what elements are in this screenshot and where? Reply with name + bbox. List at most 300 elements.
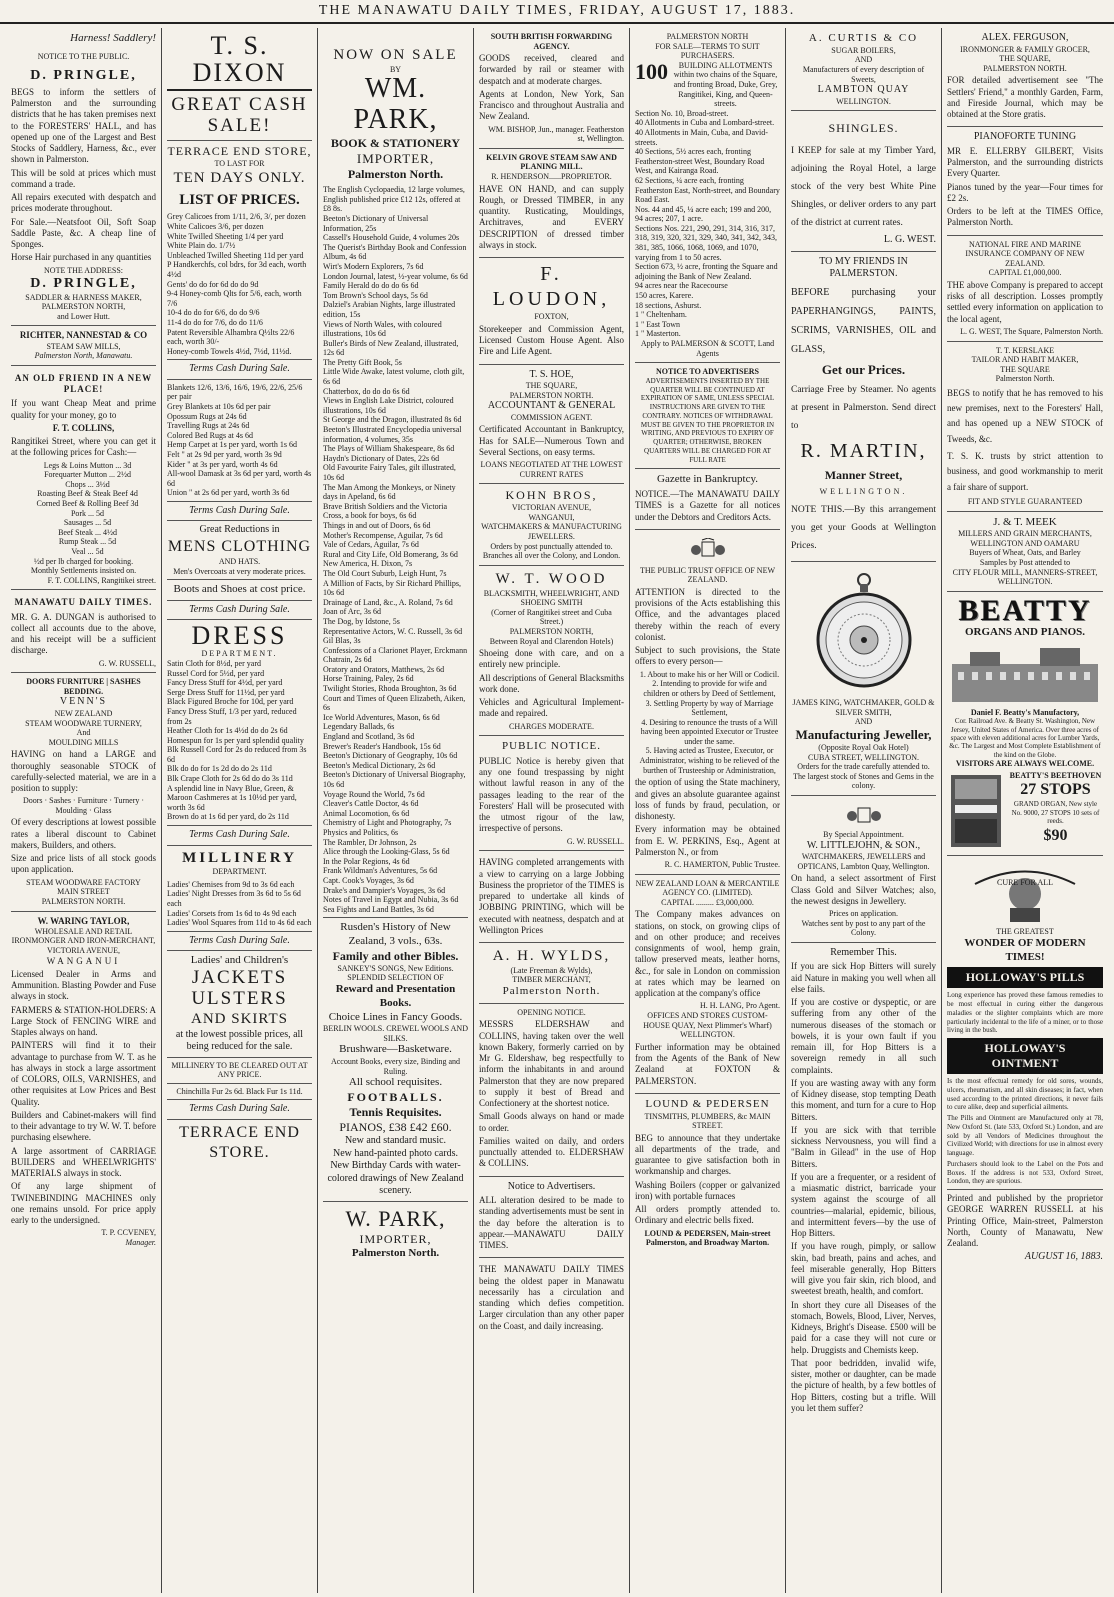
timber: TIMBER MERCHANT,: [512, 975, 591, 985]
families: Families waited on daily, and orders punctually attended to. ELDERSHAW & COLLINS.: [479, 1135, 624, 1169]
book-item: The Old Court Suburb, Leigh Hunt, 7s: [323, 568, 447, 578]
book-item: Beeton's Illustrated Encyclopedia universal information, 4 volumes, 35s: [323, 425, 462, 444]
divider: [167, 1083, 312, 1084]
terrace-end: TERRACE END STORE,: [167, 144, 312, 159]
column-3: [318, 28, 474, 1593]
terms-5: Terms Cash During Sale.: [189, 934, 290, 946]
meek-name: J. & T. MEEK: [993, 515, 1057, 528]
opposite: (Opposite Royal Oak Hotel): [818, 743, 909, 753]
masthead: THE MANAWATU DAILY TIMES, FRIDAY, AUGUST 17, 1883.: [0, 0, 1114, 24]
hop-paragraph: If you are sick Hop Bitters will surely aid Nature in making you well when all else fails.: [791, 961, 936, 994]
littlejohn-hand: On hand, a select assortment of First Class Gold and Silver Watches; also, the newest designs in Jewellery.: [791, 873, 936, 906]
holloway-ointment: HOLLOWAY'S OINTMENT: [947, 1038, 1103, 1074]
book-item: Drake's and Dampier's Voyages, 3s 6d: [323, 885, 446, 895]
columns: [6, 28, 1108, 1593]
book-item: Haydn's Dictionary of Dates, 22s 6d: [323, 453, 440, 463]
curtis-name: A. CURTIS & CO: [808, 32, 919, 44]
ten-days: TEN DAYS ONLY.: [173, 169, 306, 186]
samples: Samples by Post attended to: [979, 558, 1071, 568]
public-trust-ad: [635, 530, 780, 875]
loans: LOANS NEGOTIATED AT THE LOWEST CURRENT RATES: [480, 460, 623, 479]
option: the option of using the State machinery, and gives an absolute guarantee against loss of funds by fraud, peculation, or dishonesty.: [635, 777, 780, 821]
book-item: Vale of Cedars, Aguilar, 7s 6d: [323, 540, 419, 550]
tuned: Pianos tuned by the year—Four times for £2 2s.: [947, 181, 1103, 203]
public-notice-title: PUBLIC NOTICE.: [502, 740, 601, 753]
list-of-prices: LIST OF PRICES.: [179, 191, 300, 208]
hop-paragraph: If you are a frequenter, or a resident of a miasmatic district, barricade your system against the scourge of all countries—malarial, epidemic, bilious, and intermittent fevers—by the use of Hop Bitters.: [791, 1171, 936, 1239]
price-item: Ladies' Chemises from 9d to 3s 6d each: [167, 879, 295, 889]
price-item: Rump Steak ... 5d: [58, 537, 117, 547]
venns-ad: [11, 673, 156, 911]
kerslake-pn: Palmerston North.: [995, 374, 1055, 384]
price-item: Gents' do do for 6d do do 9d: [167, 279, 259, 289]
book-item: Cassell's Household Guide, 4 volumes 20s: [323, 233, 460, 243]
book-item: Capt. Cook's Voyages, 3s 6d: [323, 875, 414, 885]
company: The Company makes advances on stations, on stock, on growing clips of and on other produce; and receives consignments of wool, hemp grain, tallow preserved meats, leather horns, &c., for sale in London on commission at rates which may be learned on application at the company's office: [635, 909, 780, 999]
kohn-wang: WANGANUI,: [528, 512, 575, 522]
venns-and: And: [76, 728, 91, 738]
divider: [947, 1189, 1103, 1190]
cure-for-all-emblem-icon: [970, 864, 1080, 924]
pringle-body-4: For Sale.—Neatsfoot Oil, Soft Soap Saddle Paste, &c. A cheap line of Sponges.: [11, 216, 156, 250]
section-item: Nos. 44 and 45, ¼ acre each; 199 and 200, 94 acres; 207, 1 acre.: [635, 204, 772, 224]
palmerston-north-2: Palmerston North.: [351, 1247, 440, 1260]
pringle-loc: PALMERSTON NORTH,: [41, 302, 126, 312]
millinery-title: MILLINERY: [182, 849, 297, 866]
price-item: Brown do at 1s 6d per yard, do 2s 11d: [167, 812, 289, 822]
hop-paragraph: If you are costive or dyspeptic, or are suffering from any other of the numerous diseases of the stomach or bowels, it is your own fault if you remain ill, for Hop Bitters is a sovereign remedy in all such complaints.: [791, 997, 936, 1075]
book-item: A Million of Facts, by Sir Richard Phillips, 10s 6d: [323, 578, 462, 598]
terrace-end-store: TERRACE END STORE.: [179, 1123, 300, 1161]
dixon-title: T. S. DIXON: [167, 32, 312, 91]
martin-name: R. MARTIN,: [800, 440, 927, 463]
wood-name: W. T. WOOD: [495, 570, 608, 587]
ferguson-ad: [947, 28, 1103, 127]
pringle-body-2: This will be sold at prices which must command a trade.: [11, 167, 156, 189]
trust-list: [635, 670, 780, 776]
by: BY: [389, 64, 402, 74]
palmerston-ad-title: PALMERSTON NORTH: [666, 32, 749, 41]
pringle-title: D. PRINGLE,: [30, 68, 137, 84]
pills-body: Long experience has proved these famous remedies to be most effectual in curing either the dangerous maladies or the slighter complaints which are more particularly incidental to the life of a miner, or to those living in the bush.: [947, 991, 1103, 1035]
price-item: Sausages ... 5d: [63, 518, 112, 528]
cure-for-all: CURE FOR ALL: [996, 877, 1053, 887]
book-item: England and Scotland, 3s 6d: [323, 732, 415, 742]
trust-item: 5. Having acted as Trustee, Executor, or Administrator, wishing to be relieved of the burthen of Trusteeship or Administration,: [639, 746, 780, 775]
beethoven-row: [947, 771, 1103, 851]
taylor-wanganui: WANGANUI: [46, 955, 121, 966]
divider: [167, 359, 312, 360]
footballs: FOOTBALLS.: [347, 1090, 444, 1105]
price-item: Roasting Beef & Steak Beef 4d: [37, 489, 138, 499]
mdt-title: MANAWATU DAILY TIMES.: [14, 597, 153, 608]
manner-street: Manner Street,: [824, 468, 903, 483]
visitors: VISITORS ARE ALWAYS WELCOME.: [955, 759, 1095, 769]
section-item: 40 Allotments in Cuba and Lombard-street.: [635, 118, 775, 128]
section-item: 1 " Masterton.: [635, 329, 681, 339]
hoe-ad: [479, 365, 624, 485]
capital: CAPITAL ......... £3,000,000.: [661, 897, 754, 907]
curtis-wellington: WELLINGTON.: [836, 96, 891, 106]
book-item: Voyage Round the World, 7s 6d: [323, 789, 425, 799]
price-item: Ladies' Night Dresses from 3s 6d to 5s 6d each: [167, 889, 301, 909]
section-item: 40 Allotments in Main, Cuba, and David-streets.: [635, 127, 768, 147]
ointment-body: Is the most effectual remedy for old sores, wounds, ulcers, rheumatism, and all skin diseases; in fact, when used according to the printed directions, it never fails to cure alike, deep and superficial ailments.: [947, 1077, 1103, 1112]
lound-beg: BEG to announce that they undertake all departments of the trade, and guarantee to give satisfaction both in workmanship and charges.: [635, 1132, 780, 1177]
opening-ad: [479, 1004, 624, 1177]
taylor-trade: WHOLESALE AND RETAIL IRONMONGER AND IRON-MERCHANT,: [11, 926, 156, 946]
kohn-branches: Branches all over the Colony, and London.: [482, 551, 621, 561]
shoeing: Shoeing done with care, and on a entirely new principle.: [479, 648, 624, 670]
king-name: JAMES KING, WATCHMAKER, GOLD & SILVER SMITH,: [792, 698, 935, 717]
book-item: London Journal, latest, ½-year volume, 6s 6d: [323, 271, 468, 281]
tailor: TAILOR AND HABIT MAKER,: [971, 355, 1079, 365]
price-item: Hemp Carpet at 1s per yard, worth 1s 6d: [167, 440, 297, 450]
dress-title: DRESS: [191, 621, 288, 651]
column-5: [630, 28, 786, 1593]
book-item: Drainage of Land, &c., A. Roland, 7s 6d: [323, 597, 453, 607]
stops: 27 STOPS: [1020, 781, 1091, 799]
importer: IMPORTER,: [356, 150, 435, 166]
price-item: All-wool Damask at 3s 6d per yard, worth 4s 6d: [167, 469, 312, 488]
west: L. G. WEST.: [883, 234, 936, 246]
notice-adv-title: NOTICE TO ADVERTISERS: [655, 367, 759, 377]
book-item: The Querist's Birthday Book and Confession Album, 4s 6d: [323, 242, 467, 262]
littlejohn-name: W. LITTLEJOHN, & SON.,: [806, 839, 921, 851]
taylor-victoria: VICTORIA AVENUE,: [46, 945, 121, 955]
splendid: SPLENDID SELECTION OF: [347, 973, 444, 983]
collins-note: ½d per lb charged for booking.: [33, 556, 134, 566]
organ-icon: [947, 771, 1005, 851]
ulsters: ULSTERS: [191, 987, 288, 1009]
trust-item: 3. Settling Property by way of Marriage Settlement,: [645, 698, 774, 718]
taylor-manager: Manager.: [125, 1237, 156, 1247]
park-ad: [323, 28, 468, 1265]
price-item: A splendid line in Navy Blue, Green, & Maroon Cashmeres at 1s 10½d per yard, worth 3s 6d: [167, 783, 297, 812]
book-item: Dalziel's Arabian Nights, large illustrated edition, 15s: [323, 300, 456, 319]
above: THE above Company is prepared to accept risks of all description. Losses promptly settled every information on application to the local agent,: [947, 279, 1103, 324]
times-circulation: THE MANAWATU DAILY TIMES being the oldest paper in Manawatu necessarily has a circulation and standing which defies competition. Larger circulation than any other paper on the Coast, and daily increasing.: [479, 1264, 624, 1331]
divider: [167, 379, 312, 380]
boots: Boots and Shoes at cost price.: [173, 583, 306, 596]
book-item: Chemistry of Light and Photography, 7s: [323, 818, 452, 828]
hundred: 100: [635, 58, 668, 84]
music: New and standard music.: [344, 1135, 447, 1147]
millinery-clear: MILLINERY TO BE CLEARED OUT AT ANY PRICE.: [171, 1060, 308, 1080]
kohn-vic: VICTORIAN AVENUE,: [511, 503, 592, 513]
richter-loc: Palmerston North, Manawatu.: [34, 351, 133, 361]
vehicles: Vehicles and Agricultural Implement-made and repaired.: [479, 697, 624, 719]
book-item: Buller's Birds of New Zealand, illustrated, 12s 6d: [323, 338, 459, 358]
public-notice-body: PUBLIC Notice is hereby given that any one found trespassing by night without lawful reason in any of the passages leading to the rear of the Foresters' Hall will be prosecuted with the utmost rigour of the law, irrespective of persons.: [479, 755, 624, 834]
book-item: Court and Times of Queen Elizabeth, Aiken, 6s: [323, 693, 466, 713]
lowest-prices: at the lowest possible prices, all being reduced for the sale.: [175, 1028, 304, 1053]
taylor-farmers: FARMERS & STATION-HOLDERS: A Large Stock of FENCING WIRE and Staples always on hand.: [11, 1004, 156, 1038]
school: All school requisites.: [348, 1076, 443, 1089]
apply-to: Apply to PALMERSON & SCOTT, Land Agents: [640, 339, 775, 358]
divider: [167, 600, 312, 601]
book-item: Frank Wildman's Adventures, 5s 6d: [323, 866, 438, 876]
beethoven-text: [1008, 771, 1103, 851]
reward: Reward and Presentation Books.: [335, 983, 456, 1009]
blacksmith: BLACKSMITH, WHEELWRIGHT, AND SHOEING SMITH: [483, 588, 620, 608]
times-ad: [479, 1258, 624, 1338]
divider: [167, 619, 312, 620]
reductions: Great Reductions in: [199, 524, 280, 536]
advertisers-ad: [479, 1177, 624, 1259]
planing: HAVE ON HAND, and can supply Rough, or Dressed TIMBER, in any quantity. Rusticating, Mouldings, Architraves, and EVERY DESCRIPTION of dressed timber always in stock.: [479, 183, 624, 250]
section-item: 1 " Cheltenham.: [635, 310, 687, 320]
gazette-title: Gazette in Bankruptcy.: [657, 473, 758, 486]
divider: [167, 501, 312, 502]
hamerton: R. C. HAMERTON, Public Trustee.: [664, 860, 780, 869]
notice-adv-ad: [635, 363, 780, 469]
price-list-2: [167, 383, 312, 498]
divider: [167, 140, 312, 141]
collins-name: F. T. COLLINS,: [52, 422, 115, 433]
offices: OFFICES AND STORES CUSTOM-HOUSE QUAY, Next Plimmer's Wharf): [643, 1010, 772, 1030]
overcoats: Men's Overcoats at very moderate prices.: [173, 566, 306, 576]
kohn-watch: WATCHMAKERS & MANUFACTURING JEWELLERS.: [481, 522, 622, 541]
price-item: 10-4 do do for 6/6, do do 9/6: [167, 308, 260, 318]
book-item: The Pretty Gift Book, 5s: [323, 357, 402, 367]
book-item: The Rambler, Dr Johnson, 2s: [323, 837, 417, 847]
allotments-ad: [635, 28, 780, 363]
loudon-ad: [479, 258, 624, 364]
city-flour: CITY FLOUR MILL, MANNERS-STREET, WELLINGTON.: [952, 567, 1098, 587]
account-books: Account Books, every size, Binding and Ruling.: [330, 1057, 461, 1076]
price-item: White Calicoes 3/6, per dozen: [167, 221, 264, 231]
alterations: ALL alteration desired to be made to standing advertisements must be sent in the day before the alteration is to appear.—MANAWATU DAILY TIMES.: [479, 1195, 624, 1251]
wylds-pn: Palmerston North.: [502, 984, 601, 997]
capital: CAPITAL £1,000,000.: [988, 268, 1062, 278]
lound-ad: [635, 1094, 780, 1252]
divider: [167, 825, 312, 826]
palmerston-north: Palmerston North.: [347, 167, 444, 182]
get-prices: Get our Prices.: [821, 361, 906, 377]
shingles-title: SHINGLES.: [828, 121, 899, 136]
corner: (Corner of Rangitikei street and Cuba Street.): [491, 607, 612, 627]
rusden: Rusden's History of New Zealand, 3 vols., 63s.: [340, 921, 451, 948]
pringle-loc-2: and Lower Hutt.: [57, 311, 110, 321]
hats: AND HATS.: [218, 556, 261, 566]
pringle-trade: SADDLER & HARNESS MAKER,: [25, 292, 142, 302]
price-item: Forequarter Mutton ... 2½d: [44, 470, 131, 480]
price-item: Patent Reversible Alhambra Q½lts 22/6 each, worth 30/-: [167, 327, 295, 347]
wonder: WONDER OF MODERN TIMES!: [964, 936, 1086, 963]
book-item: The Dog, by Idstone, 5s: [323, 616, 400, 626]
venns-having: HAVING on hand a LARGE and thoroughly seasonable STOCK of carefully-selected material, we are in a position to supply:: [11, 749, 156, 794]
book-item: Chatterbox, do do do 6s 6d: [323, 386, 410, 396]
dungan-text: MR. G. A. DUNGAN is authorised to collect all accounts due to the above, and his receipt will be a sufficient discharge.: [11, 611, 156, 656]
price-item: Opossum Rugs at 24s 6d: [167, 411, 247, 421]
book-item: The English Cyclopaedia, 12 large volumes, English published price £12 12s, offered at £8 8s.: [323, 185, 465, 214]
price-list-4: [167, 880, 312, 928]
price-item: Travelling Rugs at 24s 6d: [167, 421, 250, 431]
venns-name: VENN'S: [59, 696, 108, 708]
richter-mills: STEAM SAW MILLS,: [46, 341, 121, 351]
venns-steam: STEAM WOODWARE TURNERY,: [25, 718, 142, 728]
book-item: Things in and out of Doors, 6s 6d: [323, 520, 431, 530]
hop-paragraph: In short they cure all Diseases of the stomach, Bowels, Blood, Liver, Nerves, Kidneys, Bright's Disease. £500 will be paid for a case they will not cure or help. Druggists and Chemists keep.: [791, 1299, 936, 1355]
carriage: Carriage Free by Steamer. No agents at present in Palmerston. Send direct to: [791, 385, 936, 432]
column-7: [942, 28, 1108, 1593]
jobbing: HAVING completed arrangements with a view to carrying on a large Jobbing Business the proprietor of the TIMES is prepared to undertake all kinds of JOBBING PRINTING, which will be executed with neatness, despatch and at Wellington Prices: [479, 857, 624, 935]
taylor-name: W. WARING TAYLOR,: [37, 915, 130, 926]
accountant: ACCOUNTANT & GENERAL: [487, 400, 616, 412]
price-item: 11-4 do do for 7/6, do do 11/6: [167, 317, 263, 327]
book-item: The Man Among the Monkeys, or Ninety days in Apeland, 6s 6d: [323, 482, 456, 502]
lound-title: LOUND & PEDERSEN: [645, 1097, 770, 1110]
forwarding-ad: [479, 28, 624, 149]
attention: ATTENTION is directed to the provisions of the Acts establishing this Office, and the advantages placed thereby within the reach of every colonist.: [635, 586, 780, 642]
insurance-ad: [947, 236, 1103, 342]
factory-illustration-icon: [950, 644, 1100, 704]
berlin: BERLIN WOOLS. CREWEL WOOLS AND SILKS.: [323, 1024, 468, 1043]
grand-organ: GRAND ORGAN, New style No. 9000, 27 STOPS 10 sets of reeds.: [1011, 800, 1100, 826]
column-6: [786, 28, 942, 1593]
pianos: PIANOS, £38 £42 £60.: [339, 1120, 452, 1135]
price-item: Chops ... 3½d: [65, 479, 110, 489]
beatty-mfg: Daniel F. Beatty's Manufactory,: [970, 707, 1080, 717]
book-item: Ice World Adventures, Mason, 6s 6d: [323, 712, 440, 722]
venns-main: MAIN STREET: [57, 887, 110, 897]
print-date: AUGUST 16, 1883.: [1024, 1251, 1103, 1263]
book-item: Tom Brown's School days, 5s 6d: [323, 290, 428, 300]
foxton: FOXTON,: [534, 312, 569, 322]
greatest: THE GREATEST: [996, 927, 1054, 937]
goods: GOODS received, cleared and forwarded by rail or steamer with despatch and at moderate charges.: [479, 53, 624, 86]
mfg-jeweller: Manufacturing Jeweller,: [795, 726, 932, 742]
terms-4: Terms Cash During Sale.: [189, 829, 290, 841]
book-stationery: BOOK & STATIONERY: [330, 135, 461, 150]
piano-ad: [947, 127, 1103, 235]
gazette-ad: [635, 469, 780, 530]
price-item: Ladies' Corsets from 1s 6d to 4s 9d each: [167, 908, 297, 918]
littlejohn-ad: [791, 796, 936, 943]
royal-arms-icon: [844, 804, 884, 826]
park-name: WM. PARK,: [353, 73, 438, 136]
pringle-body-3: All repairs executed with despatch and prices moderate throughout.: [11, 192, 156, 214]
choice: Choice Lines in Fancy Goods.: [328, 1010, 463, 1023]
price-item: Kider " at 3s per yard, worth 4s 6d: [167, 459, 278, 469]
dress-dept: DEPARTMENT.: [201, 649, 278, 659]
notice-adv-body: ADVERTISEMENTS INSERTED BY THE QUARTER WILL BE CONTINUED AT EXPIRATION OF SAME, UNLESS SPECIAL INSTRUCTIONS ARE GIVEN TO THE CONTRARY. NOTICES OF WITHDRAWAL MUST BE GIVEN TO THE PROPRIETOR IN WRITING, AND PREVIOUS TO EXPIRY OF QUARTER; OTHERWISE, BROKEN QUARTERS WILL BE CHARGED FOR AT FULL RATE: [640, 376, 775, 464]
column-2: [162, 28, 318, 1593]
price-item: White Plain do. 1/7½: [167, 241, 236, 251]
small-goods: Small Goods always on hand or made to order.: [479, 1111, 624, 1133]
book-item: Family Herald do do do 6s 6d: [323, 281, 419, 291]
note-this: NOTE THIS.—By this arrangement you get your Goods at Wellington Prices.: [791, 504, 936, 552]
venns-supply: Doors · Sashes · Furniture · Turnery · Moulding · Glass: [22, 796, 145, 815]
meek-wellington: WELLINGTON AND OAMARU: [970, 538, 1080, 548]
beatty-price: $90: [1043, 826, 1068, 844]
beatty-body: Cor. Railroad Ave. & Beatty St. Washington, New Jersey, United States of America. Over three acres of space with eleven additional acres for Lumber Yards, &c. The Largest and Most Complete Establishment of the kind on the Globe.: [949, 717, 1101, 759]
price-item: Heather Cloth for 1s 4½d do do 2s 6d: [167, 726, 288, 736]
collins-intro: If you want Cheap Meat and prime quality for your money, go to: [11, 398, 156, 420]
terms-3: Terms Cash During Sale.: [189, 603, 290, 615]
hoe-pn: PALMERSTON NORTH.: [509, 390, 594, 400]
section-item: Sections Nos. 221, 290, 291, 314, 316, 317, 318, 319, 320, 321, 329, 340, 341, 342, 343, 381, 385, 1066, 1068, 1069, and 1070, varying from 1 to 50 acres.: [635, 223, 777, 262]
price-item: White Twilled Sheeting 1/4 per yard: [167, 231, 284, 241]
note-address: NOTE THE ADDRESS:: [44, 265, 123, 275]
pringle-ad: [11, 28, 156, 326]
watch-ad: [791, 562, 936, 796]
notice-public: NOTICE TO THE PUBLIC.: [37, 51, 130, 61]
special: By Special Appointment.: [823, 830, 904, 840]
book-item: Twilight Stories, Rhoda Broughton, 3s 6d: [323, 684, 457, 694]
storekeeper: Storekeeper and Commission Agent, Licensed Custom House Agent. Also Fire and Life Agent.: [479, 323, 624, 357]
taylor-builders: Builders and Cabinet-makers will find to their advantage to try W. W. T. before purchasing elsewhere.: [11, 1109, 156, 1143]
richter-ad: [11, 326, 156, 365]
lound-washing: Washing Boilers (copper or galvanized iron) with portable furnaces: [635, 1179, 780, 1201]
wood-ad: [479, 566, 624, 736]
book-item: New America, H. Dixon, 7s: [323, 559, 413, 569]
taylor-painters: PAINTERS will find it to their advantage to purchase from W. T. as he has always in stock a large assortment of COLORS, OILS, VARNISHES, and other requisites at Low Prices and Best Quality.: [11, 1040, 156, 1107]
millinery-dept: DEPARTMENT.: [212, 867, 267, 877]
book-item: Beeton's Dictionary of Universal Information, 25s: [323, 213, 429, 233]
wylds-name: A. H. WYLDS,: [492, 948, 611, 965]
martin-ad: [791, 252, 936, 562]
before: BEFORE purchasing your PAPERHANGINGS, PAINTS, SCRIMS, VARNISHES, OIL and GLASS,: [791, 286, 936, 355]
pringle-name-2: D. PRINGLE,: [30, 276, 137, 292]
henderson: R. HENDERSON......PROPRIETOR.: [491, 172, 612, 182]
ferguson-square: THE SQUARE,: [999, 54, 1051, 64]
kohn-ad: [479, 484, 624, 566]
loudon-name: F. LOUDON,: [492, 263, 611, 311]
book-item: Beeton's Medical Dictionary, 2s 6d: [323, 760, 436, 770]
kelvin-title: KELVIN GROVE STEAM SAW AND PLANING MILL.: [486, 152, 617, 172]
price-item: Russel Cord for 5½d, per yard: [167, 668, 265, 678]
shingles-ad: [791, 111, 936, 252]
allotments-text: BUILDING ALLOTMENTS within two chains of the Square, and fronting Broad, Duke, Grey, Rangitikei, King, and Queen-streets.: [673, 60, 778, 109]
taylor-large: A large assortment of CARRIAGE BUILDERS and WHEELWRIGHTS' MATERIALS always in stock.: [11, 1145, 156, 1179]
kerslake-square: THE SQUARE: [1000, 364, 1050, 374]
hop-paragraph: That poor bedridden, invalid wife, sister, mother or daughter, can be made the picture of health, by a few bottles of Hop Bitters, costing but a trifle. Will you let them suffer?: [791, 1357, 936, 1413]
south-british: SOUTH BRITISH FORWARDING AGENCY.: [490, 32, 613, 51]
kerslake-ad: [947, 342, 1103, 512]
book-item: Wirt's Modern Explorers, 7s 6d: [323, 261, 424, 271]
price-item: Fancy Dress Stuff for 4½d, per yard: [167, 678, 283, 688]
wood-pn: PALMERSTON NORTH,: [509, 626, 594, 636]
venns-head: DOORS FURNITURE | SASHES BEDDING.: [26, 677, 141, 696]
book-item: Alice through the Looking-Glass, 5s 6d: [323, 847, 450, 857]
martin-wellington: WELLINGTON.: [819, 487, 908, 497]
section-item: 18 sections, Ashurst.: [635, 300, 702, 310]
importer-2: IMPORTER,: [359, 1232, 432, 1247]
hop-paragraph: If you have rough, pimply, or sallow skin, bad breath, pains and aches, and feel miserable generally, Hop Bitters will give you fair skin, rich blood, and sweetest breath, health, and comfort.: [791, 1241, 936, 1297]
terms-2: Terms Cash During Sale.: [189, 504, 290, 516]
book-item: Physics and Politics, 6s: [323, 827, 399, 837]
hop-ad: [791, 943, 936, 1420]
trust-item: 1. About to make his or her Will or Codicil.: [639, 669, 780, 679]
divider: [167, 845, 312, 846]
price-item: Black Figured Broche for 10d, per yard: [167, 697, 294, 707]
price-item: Beef Steak ... 4½d: [58, 527, 117, 537]
largest: The largest stock of Stones and Gems in the colony.: [793, 771, 934, 791]
mdt-ad: [11, 590, 156, 673]
book-item: Legendary Ballads, 6s: [323, 722, 395, 732]
divider: [167, 1119, 312, 1120]
price-item: Union " at 2s 6d per yard, worth 3s 6d: [167, 488, 290, 498]
price-item: Unbleached Twilled Sheeting 11d per yard: [167, 250, 304, 260]
curtis-ad: [791, 28, 936, 111]
price-item: Honey-comb Towels 4½d, 7½d, 11½d.: [167, 346, 292, 356]
section-item: 1 " East Town: [635, 319, 680, 329]
trust-item: 2. Intending to provide for wife and children or others by Deed of Settlement,: [643, 679, 776, 698]
royal-arms-icon: [688, 538, 728, 562]
allotments-row: [635, 58, 780, 109]
